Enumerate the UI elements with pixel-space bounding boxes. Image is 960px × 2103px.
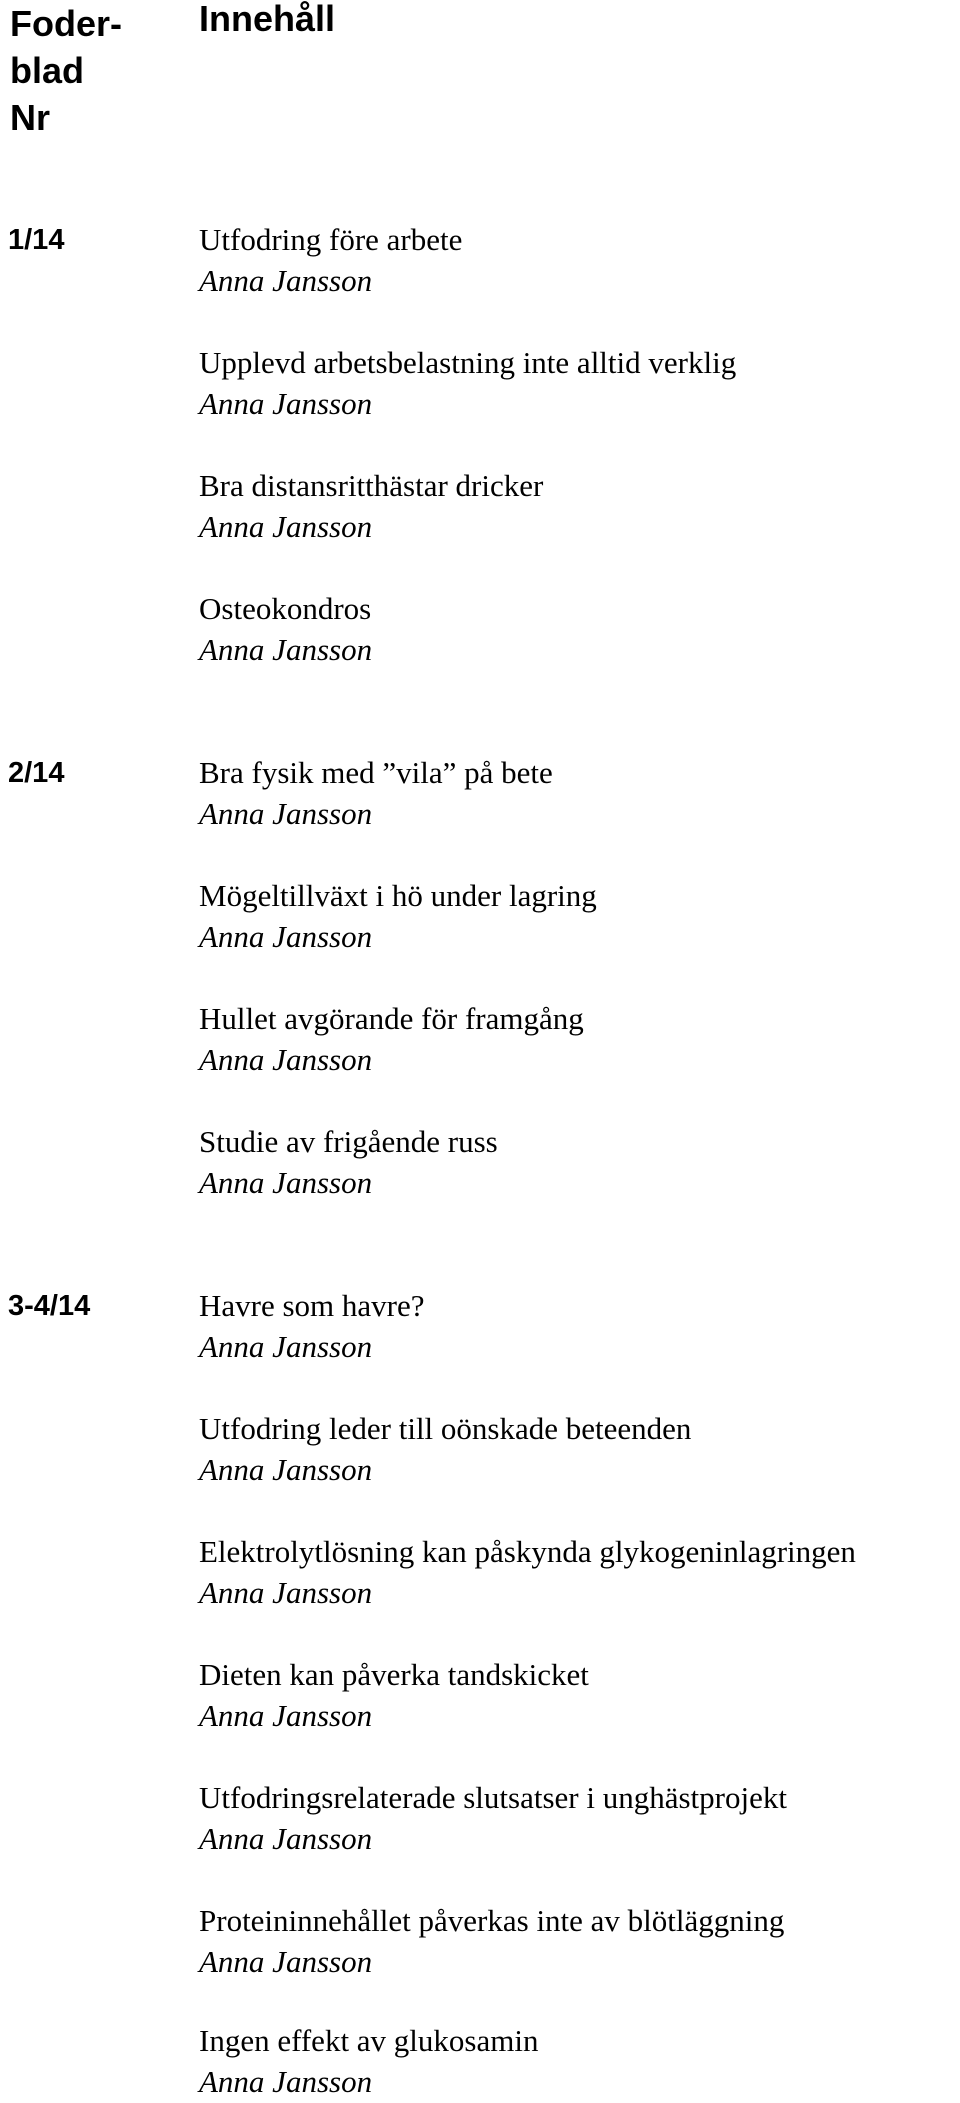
issue-number: 2/14 <box>8 757 65 789</box>
entry-title: Utfodring leder till oönskade beteenden <box>199 1411 692 1446</box>
toc-entry <box>199 1285 425 1367</box>
entry-author: Anna Jansson <box>199 1698 373 1733</box>
column-header-nr-line: Nr <box>10 97 51 138</box>
entry-author: Anna Jansson <box>199 1165 373 1200</box>
toc-entry <box>199 1531 856 1613</box>
toc-entry <box>199 875 597 957</box>
entry-title: Elektrolytlösning kan påskynda glykogeninlagringen <box>199 1534 856 1569</box>
entry-author: Anna Jansson <box>199 919 373 954</box>
entry-author: Anna Jansson <box>199 1329 373 1364</box>
column-header-content: Innehåll <box>199 0 336 39</box>
column-header-nr-line: blad <box>10 50 85 91</box>
column-header-nr-line: Foder- <box>10 3 122 44</box>
toc-entry <box>199 1777 787 1859</box>
toc-entry <box>199 1121 498 1203</box>
toc-entry <box>199 342 736 424</box>
entry-author: Anna Jansson <box>199 509 373 544</box>
toc-entry <box>199 2020 538 2102</box>
entry-title: Ingen effekt av glukosamin <box>199 2023 539 2058</box>
entry-author: Anna Jansson <box>199 1575 373 1610</box>
column-header-nr <box>10 0 122 141</box>
entry-title: Utfodring före arbete <box>199 222 463 257</box>
entry-author: Anna Jansson <box>199 1821 373 1856</box>
entry-author: Anna Jansson <box>199 1944 373 1979</box>
toc-entry <box>199 752 553 834</box>
toc-entry <box>199 1900 784 1982</box>
entry-title: Utfodringsrelaterade slutsatser i unghästprojekt <box>199 1780 787 1815</box>
issue-number: 1/14 <box>8 224 65 256</box>
entry-title: Proteininnehållet påverkas inte av blötläggning <box>199 1903 785 1938</box>
entry-author: Anna Jansson <box>199 1452 373 1487</box>
entry-title: Dieten kan påverka tandskicket <box>199 1657 589 1692</box>
entry-title: Bra distansritthästar dricker <box>199 468 544 503</box>
toc-entry <box>199 1654 589 1736</box>
toc-entry <box>199 465 543 547</box>
entry-title: Hullet avgörande för framgång <box>199 1001 584 1036</box>
entry-title: Studie av frigående russ <box>199 1124 498 1159</box>
entry-author: Anna Jansson <box>199 263 373 298</box>
entry-title: Osteokondros <box>199 591 372 626</box>
entry-title: Mögeltillväxt i hö under lagring <box>199 878 597 913</box>
toc-entry <box>199 219 462 301</box>
entry-title: Upplevd arbetsbelastning inte alltid verklig <box>199 345 737 380</box>
toc-entry <box>199 588 372 670</box>
entry-title: Bra fysik med ”vila” på bete <box>199 755 553 790</box>
entry-author: Anna Jansson <box>199 2064 373 2099</box>
entry-author: Anna Jansson <box>199 796 373 831</box>
entry-author: Anna Jansson <box>199 632 373 667</box>
entry-title: Havre som havre? <box>199 1288 425 1323</box>
toc-entry <box>199 998 584 1080</box>
entry-author: Anna Jansson <box>199 1042 373 1077</box>
toc-entry <box>199 1408 691 1490</box>
issue-number: 3-4/14 <box>8 1290 91 1322</box>
entry-author: Anna Jansson <box>199 386 373 421</box>
